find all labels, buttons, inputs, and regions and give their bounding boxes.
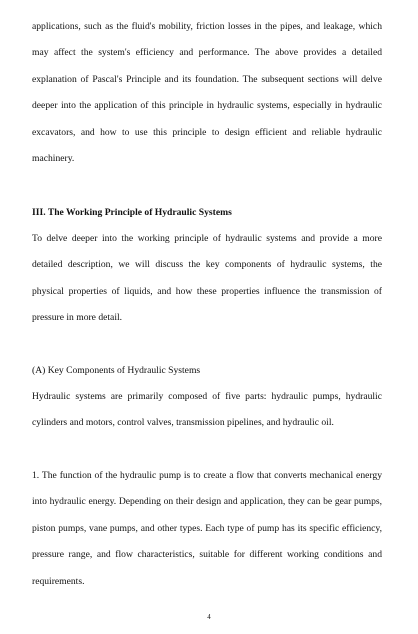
subsection-heading: (A) Key Components of Hydraulic Systems — [32, 365, 201, 376]
section-heading: III. The Working Principle of Hydraulic Systems — [32, 207, 232, 218]
paragraph-pump-function: 1. The function of the hydraulic pump is to create a flow that converts mechanical energy into hydraulic energy. Depending on their design and application, they can be gear pumps, piston pumps, vane pumps, and other types. Each type of pump has its specific efficiency, pressure range, and flow characteristics, suitable for different working conditions and requirements. — [32, 470, 382, 587]
page-number: 4 — [207, 613, 211, 621]
paragraph-intro-continuation: applications, such as the fluid's mobility, friction losses in the pipes, and leakage, which may affect the system's efficiency and performance. The above provides a detailed explanation of Pascal's Principle and its foundation. The subsequent sections will delve deeper into the application of this principle in hydraulic systems, especially in hydraulic excavators, and how to use this principle to design efficient and reliable hydraulic machinery. — [32, 21, 382, 165]
paragraph-components-overview: Hydraulic systems are primarily composed of five parts: hydraulic pumps, hydraulic cylinders and motors, control valves, transmission pipelines, and hydraulic oil. — [32, 391, 382, 429]
paragraph-section-intro: To delve deeper into the working principle of hydraulic systems and provide a more detailed description, we will discuss the key components of hydraulic systems, the physical properties of liquids, and how these properties influence the transmission of pressure in more detail. — [32, 233, 382, 324]
